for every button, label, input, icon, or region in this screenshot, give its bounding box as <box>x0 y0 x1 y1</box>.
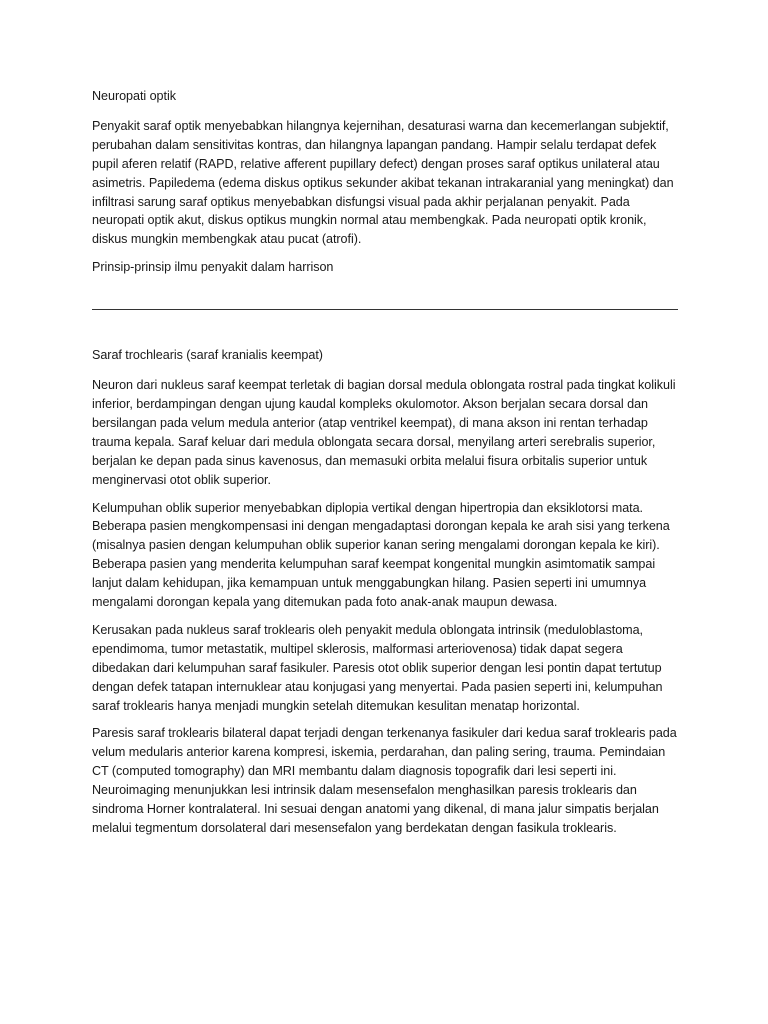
section-title-saraf-trochlearis: Saraf trochlearis (saraf kranialis keempat) <box>92 348 323 363</box>
paragraph-trochlearis-4: Paresis saraf troklearis bilateral dapat terjadi dengan terkenanya fasikuler dari kedua saraf troklearis pada velum medularis anterior karena kompresi, iskemia, perdarahan, dan paling sering, trauma. Pemindaian CT (computed tomography) dan MRI membantu dalam diagnosis topografik dari lesi seperti ini. Neuroimaging menunjukkan lesi intrinsik dalam mesensefalon menghasilkan paresis troklearis dan sindroma Horner kontralateral. Ini sesuai dengan anatomi yang dikenal, di mana jalur simpatis berjalan melalui tegmentum dorsolateral dari mesensefalon yang berdekatan dengan fasikula troklearis. <box>92 726 677 835</box>
document-page <box>92 87 678 847</box>
paragraph-trochlearis-3: Kerusakan pada nukleus saraf troklearis oleh penyakit medula oblongata intrinsik (meduloblastoma, ependimoma, tumor metastatik, multipel sklerosis, malformasi arteriovenosa) tidak dapat segera dibedakan dari kelumpuhan saraf fasikuler. Paresis otot oblik superior dengan lesi pontin dapat tertutup dengan defek tatapan internuklear atau konjugasi yang menyertai. Pada pasien seperti ini, kelumpuhan saraf troklearis hanya menjadi mungkin setelah ditemukan kesulitan menatap horizontal. <box>92 622 663 713</box>
paragraph-trochlearis-2: Kelumpuhan oblik superior menyebabkan diplopia vertikal dengan hipertropia dan eksiklotorsi mata. Beberapa pasien mengkompensasi ini dengan mengadaptasi dorongan kepala ke arah sisi yang terkena (misalnya pasien dengan kelumpuhan oblik superior kanan sering mengalami dorongan kepala ke kiri). Beberapa pasien yang menderita kelumpuhan saraf keempat kongenital mungkin asimtomatik sampai lanjut dalam kehidupan, jika kemampuan untuk menggabungkan hilang. Pasien seperti ini umumnya mengalami dorongan kepala yang ditemukan pada foto anak-anak maupun dewasa. <box>92 500 670 610</box>
paragraph-neuropati-optik: Penyakit saraf optik menyebabkan hilangnya kejernihan, desaturasi warna dan kecemerlangan subjektif, perubahan dalam sensitivitas kontras, dan hilangnya lapangan pandang. Hampir selalu terdapat defek pupil aferen relatif (RAPD, relative afferent pupillary defect) dengan proses saraf optikus unilateral atau asimetris. Papiledema (edema diskus optikus sekunder akibat tekanan intrakaranial yang meningkat) dan infiltrasi sarung saraf optikus menyebabkan disfungsi visual pada akhir perjalanan penyakit. Pada neuropati optik akut, diskus optikus mungkin normal atau membengkak. Pada neuropati optik kronik, diskus mungkin membengkak atau pucat (atrofi). <box>92 118 674 247</box>
source-citation: Prinsip-prinsip ilmu penyakit dalam harrison <box>92 260 334 275</box>
section-title-neuropati-optik: Neuropati optik <box>92 89 176 103</box>
paragraph-trochlearis-1: Neuron dari nukleus saraf keempat terletak di bagian dorsal medula oblongata rostral pada tingkat kolikuli inferior, berdampingan dengan ujung kaudal kompleks okulomotor. Akson berjalan secara dorsal dan bersilangan pada velum medula anterior (atap ventrikel keempat), di mana akson ini rentan terhadap trauma kepala. Saraf keluar dari medula oblongata secara dorsal, menyilang arteri serebralis superior, berjalan ke depan pada sinus kavenosus, dan memasuki orbita melalui fisura orbitalis superior untuk menginervasi otot oblik superior. <box>92 378 676 487</box>
section-divider <box>92 309 678 310</box>
